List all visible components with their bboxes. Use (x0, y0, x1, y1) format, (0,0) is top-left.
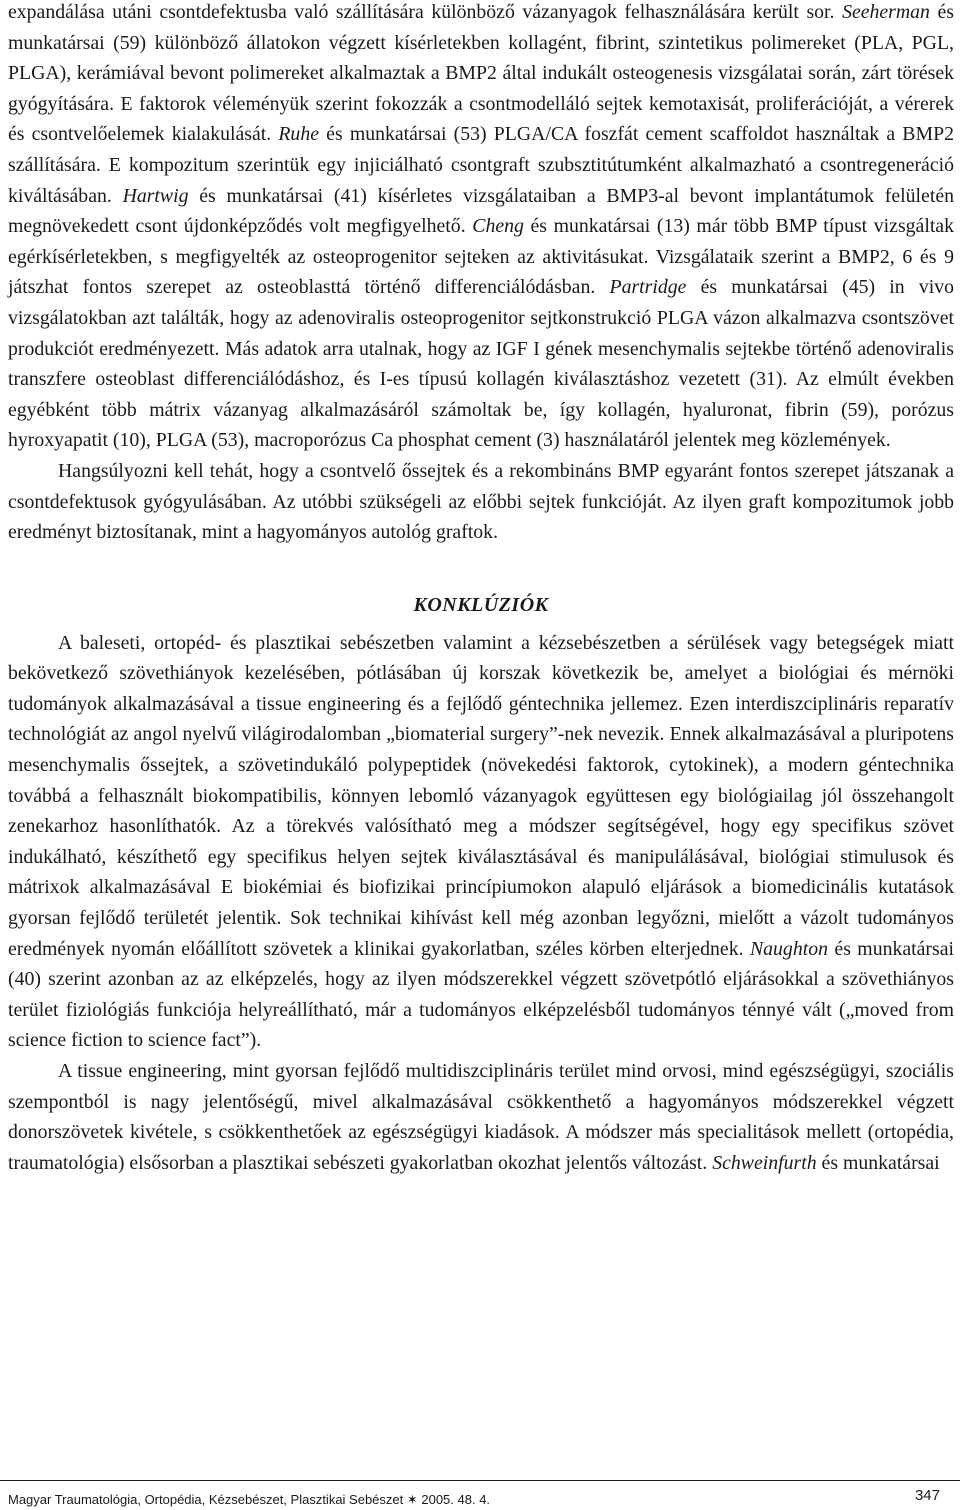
author-name: Naughton (749, 937, 828, 960)
author-name: Ruhe (278, 123, 319, 146)
paragraph (8, 456, 954, 548)
text-run: Hangsúlyozni kell tehát, hogy a csontvelő őssejtek és a rekombináns BMP egyaránt fontos szerepet játszanak a csontdefektusok gyógyulásában. Az utóbbi szükségeli az előbbi sejtek funkcióját. Az ilyen graft kompozitumok jobb eredményt biztosítanak, mint a hagyományos autológ graftok. (8, 459, 954, 544)
article-body (8, 0, 954, 1178)
text-block-continuation (8, 0, 954, 548)
paragraph (8, 0, 954, 456)
author-name: Cheng (472, 215, 524, 238)
text-run: és munkatársai (41) kísérletes vizsgálataiban a BMP3-al bevont implantátumok felületén megnövekedett csont újdonképződés volt megfigyelhető. (8, 184, 954, 238)
text-run: A tissue engineering, mint gyorsan fejlődő multidiszciplináris terület mind orvosi, mind egészségügyi, szociális szempontból is nagy jelentőségű, mivel alkalmazásával csökkenthető a hagyományos módszerekkel végzett donorszövetek kivétele, s csökkenthetőek az egészségügyi kiadások. A módszer más specialitások mellett (ortopédia, traumatológia) elsősorban a plasztikai sebészeti gyakorlatban okozhat jelentős változást. (8, 1060, 954, 1174)
text-run: expandálása utáni csontdefektusba való szállítására különböző vázanyagok felhasználására került sor. (8, 1, 843, 23)
author-name: Schweinfurth (712, 1151, 817, 1174)
paragraph (8, 628, 954, 1056)
section-gap (8, 548, 954, 590)
author-name: Partridge (609, 276, 687, 299)
text-run: A baleseti, ortopéd- és plasztikai sebészetben valamint a kézsebészetben a sérülések vagy betegségek miatt bekövetkező szövethiányok kezelésében, pótlásában új korszak következik be, amelyet a biológiai és mérnöki tudományok alkalmazásával a tissue engineering és a fejlődő géntechnika jellemez. Ezen interdiszciplináris reparatív technológiát az angol nyelvű világirodalomban „biomaterial surgery”-nek nevezik. Ennek alkalmazásával a pluripotens mesenchymalis őssejtek, a szövetindukáló polypeptidek (növekedési faktorok, cytokinek), a modern géntechnika továbbá a felhasznált biokompatibilis, könnyen lebomló vázanyagok együttesen egy biológiailag jól összehangolt zenekarhoz hasonlíthatók. Az a törekvés valósítható meg a módszer segítségével, hogy egy specifikus szövet indukálható, készíthető egy specifikus helyen sejtek kiválasztásával és manipulálásával, biológiai stimulusok és mátrixok alkalmazásával E biokémiai és biofizikai princípiumokon alapuló eljárások a biomedicinális kutatások gyorsan fejlődő területét jelentik. Sok technikai kihívást kell még azonban legyőzni, mielőtt a vázolt tudományos eredmények nyomán előállított szövetek a klinikai gyakorlatban, széles körben elterjednek. (8, 631, 954, 960)
text-run: és munkatársai (59) különböző állatokon végzett kísérletekben kollagént, fibrint, szintetikus polimereket (PLA, PGL, PLGA), kerámiával bevont polimereket alkalmaztak a BMP2 által indukált osteogenesis vizsgálatai során, zárt törések gyógyítására. E faktorok véleményük szerint fokozzák a csontmodelláló sejtek kemotaxisát, proliferációját, a vérerek és csontvelőelemek kialakulását. (8, 1, 954, 146)
text-run: és munkatársai (40) szerint azonban az az elképzelés, hogy az ilyen módszerekkel végzett szövetpótló eljárásokkal a szövethiányos terület fiziológiás funkciója helyreállítható, már a tudományos elképzelésből tudományos ténnyé vált („moved from science fiction to science fact”). (8, 937, 954, 1052)
footer-divider (0, 1480, 960, 1481)
author-name: Seeherman (842, 1, 930, 23)
paragraph (8, 1056, 954, 1178)
journal-citation: Magyar Traumatológia, Ortopédia, Kézsebészet, Plasztikai Sebészet ✶ 2005. 48. 4. (8, 1492, 491, 1507)
text-run: és munkatársai (816, 1151, 940, 1174)
section-heading-konkluziok: KONKLÚZIÓK (413, 593, 549, 616)
author-name: Hartwig (122, 184, 189, 207)
text-run: és munkatársai (13) már több BMP típust vizsgáltak egérkísérletekben, s megfigyelték az osteoprogenitor sejteken az aktivitásukat. Vizsgálataik szerint a BMP2, 6 és 9 játszhat fontos szerepet az osteoblasttá történő differenciálódásban. (8, 215, 954, 299)
text-block-conclusions (8, 628, 954, 1179)
page-number: 347 (914, 1487, 940, 1504)
text-run: és munkatársai (45) in vivo vizsgálatokban azt találták, hogy az adenoviralis osteoprogenitor sejtkonstrukció PLGA vázon alkalmazva csontszövet produkciót eredményezett. Más adatok arra utalnak, hogy az IGF I gének mesenchymalis sejtekbe történő adenoviralis transzfere osteoblast differenciálódáshoz, és I-es típusú kollagén kiválasztáshoz vezetett (31). Az elmúlt években egyébként több mátrix vázanyag alkalmazásáról számoltak be, így kollagén, hyaluronat, fibrin (59), porózus hyroxyapatit (10), PLGA (53), macroporózus Ca phosphat cement (3) használatáról jelentek meg közlemények. (8, 276, 954, 452)
text-run: és munkatársai (53) PLGA/CA foszfát cement scaffoldot használtak a BMP2 szállítására. E kompozitum szerintük egy injiciálható csontgraft szubsztitútumként alkalmazható a csontregeneráció kiváltásában. (8, 123, 954, 207)
